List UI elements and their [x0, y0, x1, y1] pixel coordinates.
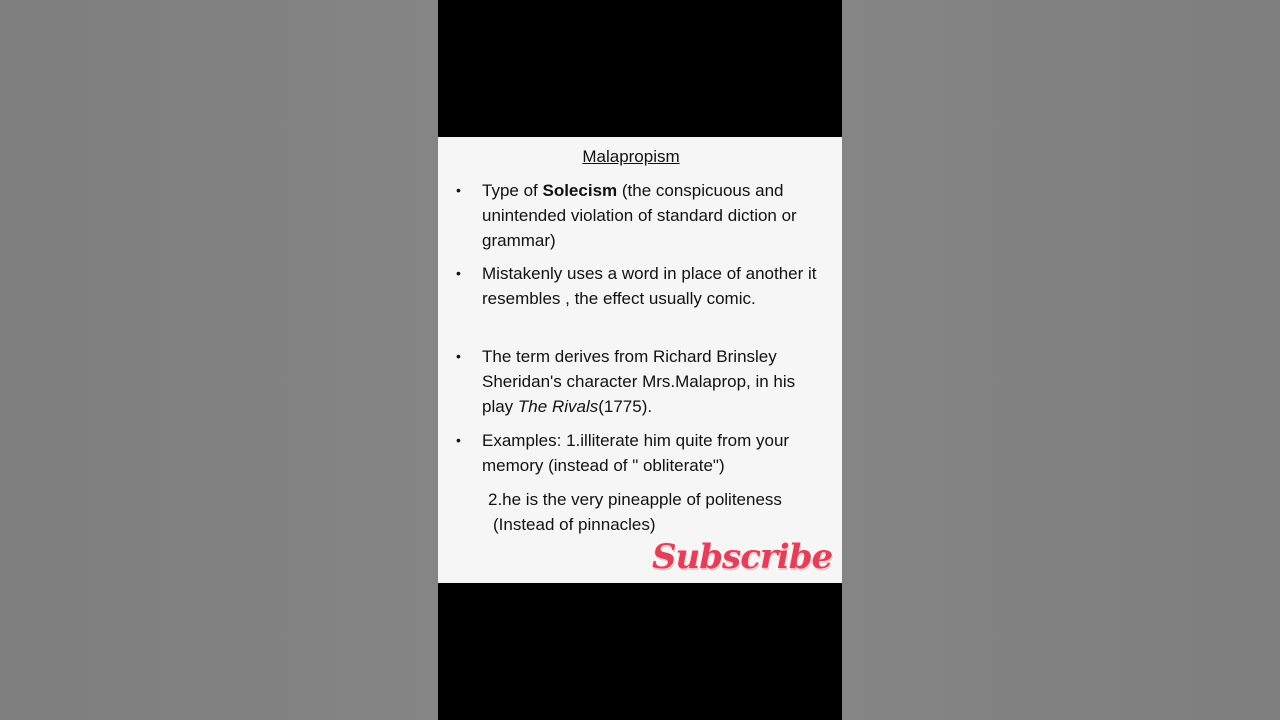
- bullet-item: • Mistakenly uses a word in place of another it resembles , the effect usually comic.: [482, 261, 822, 311]
- bullet-icon: •: [456, 265, 461, 281]
- slide-title: Malapropism: [582, 147, 680, 166]
- bullet-icon: •: [456, 348, 461, 364]
- bullet-item: • The term derives from Richard Brinsley Sheridan's character Mrs.Malaprop, in his play The Rivals(1775).: [482, 344, 822, 419]
- slide: [438, 137, 842, 583]
- bullet-item: • Examples: 1.illiterate him quite from your memory (instead of " obliterate"): [482, 428, 822, 478]
- bullet-item: • Type of Solecism (the conspicuous and unintended violation of standard diction or grammar): [482, 178, 822, 253]
- subscribe-label: Subscribe: [652, 537, 833, 577]
- example-2-line-1: 2.he is the very pineapple of politeness: [488, 490, 782, 509]
- blurred-background-left: [0, 0, 438, 720]
- example-2-line-2: (Instead of pinnacles): [493, 515, 656, 534]
- bullet-icon: •: [456, 182, 461, 198]
- blurred-background-right: [842, 0, 1280, 720]
- video-frame[interactable]: [438, 0, 842, 720]
- bullet-icon: •: [456, 432, 461, 448]
